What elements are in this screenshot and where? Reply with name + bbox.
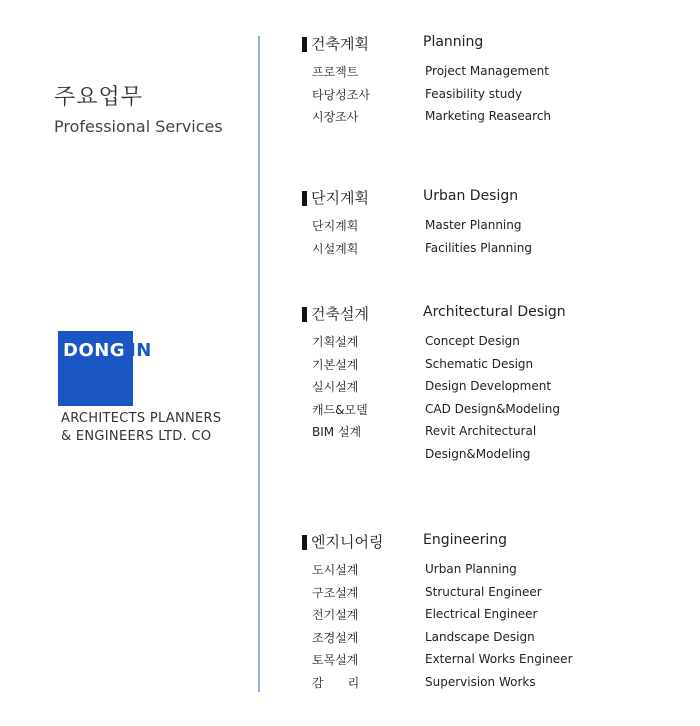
section-title-korean: 엔지니어링 (311, 533, 384, 551)
service-row (302, 606, 682, 629)
service-korean: 전기설계 (312, 608, 359, 622)
heading-korean: 주요업무 (54, 85, 144, 110)
service-english: Supervision Works (425, 674, 536, 689)
service-row (302, 356, 682, 379)
service-english: Landscape Design (425, 629, 535, 644)
section-planning (302, 33, 682, 131)
section-title-english: Architectural Design (423, 304, 566, 320)
service-row (302, 108, 682, 131)
vertical-divider (258, 36, 260, 692)
service-row (302, 674, 682, 697)
service-english: Schematic Design (425, 356, 534, 371)
service-row (302, 629, 682, 652)
service-korean: 시설계획 (312, 241, 359, 256)
logo-part-dong: DONG (63, 340, 126, 361)
service-korean: 토목설계 (312, 653, 359, 667)
service-row (302, 584, 682, 607)
page-heading (54, 80, 223, 136)
logo-wordmark (63, 340, 152, 361)
service-korean: 시장조사 (312, 110, 359, 124)
section-marker (302, 307, 307, 322)
section-title-english: Urban Design (423, 188, 519, 204)
section-title-korean: 건축계획 (311, 35, 369, 53)
service-korean: BIM 설계 (312, 425, 362, 439)
service-english: Master Planning (425, 218, 522, 232)
service-korean: 단지계획 (312, 219, 359, 233)
service-korean: 실시설계 (312, 380, 359, 394)
service-row (302, 401, 682, 424)
logo-part-in: IN (129, 340, 152, 361)
service-korean: 감 리 (312, 675, 360, 690)
service-row (302, 86, 682, 109)
service-english: Marketing Reasearch (425, 109, 552, 123)
service-korean: 프로젝트 (312, 65, 359, 79)
section-engineering (302, 531, 682, 696)
company-name-line2: & ENGINEERS LTD. CO (61, 429, 212, 444)
service-row (302, 63, 682, 86)
service-korean: 기획설계 (312, 335, 359, 349)
section-title-korean: 건축설계 (311, 305, 369, 323)
service-row (302, 333, 682, 356)
service-english: Structural Engineer (425, 584, 542, 599)
section-title-korean: 단지계획 (311, 189, 369, 207)
service-english: Project Management (425, 64, 549, 78)
service-row (302, 217, 682, 240)
heading-english: Professional Services (54, 117, 223, 136)
service-korean: 타당성조사 (312, 87, 370, 102)
service-english: CAD Design&Modeling (425, 401, 561, 416)
service-english: Electrical Engineer (425, 607, 538, 621)
company-name-line1: ARCHITECTS PLANNERS (61, 411, 222, 426)
service-english: Facilities Planning (425, 240, 532, 255)
service-english: Design Development (425, 379, 552, 393)
section-marker (302, 535, 307, 550)
service-english: Design&Modeling (425, 446, 531, 461)
section-marker (302, 37, 307, 52)
section-title-english: Planning (423, 34, 484, 50)
service-row (302, 423, 682, 446)
service-korean: 구조설계 (312, 585, 359, 600)
section-header (302, 33, 682, 57)
service-english: External Works Engineer (425, 652, 573, 666)
service-row (302, 446, 682, 469)
section-title-english: Engineering (423, 532, 507, 548)
section-urban-design (302, 187, 682, 262)
section-architectural-design (302, 303, 682, 468)
service-korean: 조경설계 (312, 630, 359, 645)
service-row (302, 378, 682, 401)
company-name (61, 410, 221, 446)
section-header (302, 531, 682, 555)
service-korean: 도시설계 (312, 563, 359, 577)
section-header (302, 303, 682, 327)
service-korean: 캐드&모델 (312, 402, 368, 417)
section-header (302, 187, 682, 211)
section-marker (302, 191, 307, 206)
service-english: Concept Design (425, 334, 520, 348)
service-english: Urban Planning (425, 562, 517, 576)
service-korean: 기본설계 (312, 357, 359, 372)
service-english: Revit Architectural (425, 424, 537, 438)
service-row (302, 240, 682, 263)
service-row (302, 651, 682, 674)
service-english: Feasibility study (425, 86, 523, 101)
service-row (302, 561, 682, 584)
